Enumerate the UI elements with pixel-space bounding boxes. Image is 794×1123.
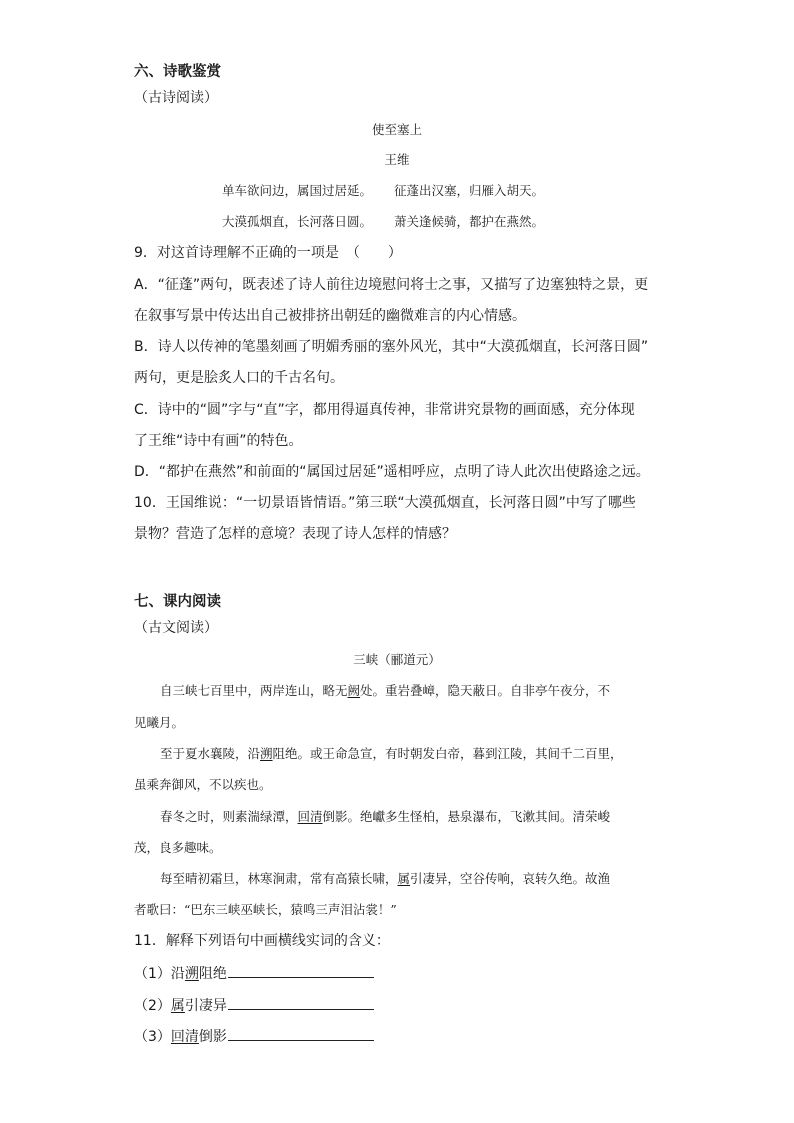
item-text: 引凄异 — [184, 998, 227, 1014]
question-11-item-1 — [134, 963, 374, 983]
option-d-line1: D．“都护在燕然”和前面的“属国过居延”遥相呼应，点明了诗人此次出使路途之远。 — [134, 464, 650, 480]
passage-p4-line2: 者歌曰：“巴东三峡巫峡长，猿鸣三声泪沾裳！” — [134, 902, 397, 917]
option-b-line1: B．诗人以传神的笔墨刻画了明媚秀丽的塞外风光，其中“大漠孤烟直，长河落日圆” — [134, 339, 649, 355]
option-c-line2: 了王维“诗中有画”的特色。 — [134, 433, 303, 449]
item-text: 沿 — [170, 966, 185, 982]
section6-heading: 六、诗歌鉴赏 — [134, 64, 221, 80]
item-text: 阻绝 — [198, 966, 227, 982]
passage-text: 引凄异，空谷传响，哀转久绝。故渔 — [410, 871, 611, 886]
item-number: （1） — [134, 966, 171, 982]
passage-p3-line1 — [160, 808, 610, 826]
item-number: （3） — [134, 1029, 171, 1045]
item-text: 倒影 — [198, 1029, 227, 1045]
item-number: （2） — [134, 998, 171, 1014]
question-10-line2: 景物？营造了怎样的意境？表现了诗人怎样的情感？ — [134, 526, 456, 542]
question-10-line1: 10．王国维说：“一切景语皆情语。”第三联“大漠孤烟直，长河落日圆”中写了哪些 — [134, 495, 636, 511]
underlined-word: 溯 — [184, 966, 199, 982]
option-a-line1: A．“征蓬”两句，既表述了诗人前往边境慰问将士之事，又描写了边塞独特之景，更 — [134, 277, 649, 293]
question-9-stem: 9．对这首诗理解不正确的一项是 （ ） — [134, 245, 402, 261]
question-11-item-2 — [134, 995, 374, 1015]
answer-blank[interactable] — [228, 995, 374, 1010]
underlined-word: 属 — [397, 871, 411, 886]
passage-p2-line1 — [160, 745, 623, 763]
passage-p4-line1 — [160, 870, 610, 888]
answer-blank[interactable] — [228, 1026, 374, 1041]
passage-p1-line2: 见曦月。 — [134, 715, 185, 730]
poem-line: 征蓬出汉塞，归雁入胡天。 — [394, 183, 545, 198]
underlined-word: 回清 — [297, 809, 323, 824]
underlined-word: 回清 — [170, 1029, 199, 1045]
passage-p3-line2: 茂，良多趣味。 — [134, 840, 222, 855]
passage-text: 处。重岩叠嶂，隐天蔽日。自非亭午夜分，不 — [360, 683, 611, 698]
passage-text: 至于夏水襄陵，沿 — [160, 746, 261, 761]
poem-title: 使至塞上 — [371, 122, 422, 137]
option-b-line2: 两句，更是脍炙人口的千古名句。 — [134, 370, 344, 386]
passage-p2-line2: 虽乘奔御风，不以疾也。 — [134, 777, 272, 792]
passage-text: 阻绝。或王命急宣，有时朝发白帝，暮到江陵，其间千二百里， — [272, 746, 623, 761]
underlined-word: 溯 — [260, 746, 273, 761]
underlined-word: 属 — [170, 998, 185, 1014]
section7-heading: 七、课内阅读 — [134, 594, 221, 610]
option-a-line2: 在叙事写景中传达出自己被排挤出朝廷的幽微难言的内心情感。 — [134, 308, 526, 324]
passage-text: 倒影。绝巘多生怪柏，悬泉瀑布，飞漱其间。清荣峻 — [322, 809, 611, 824]
poem-line: 单车欲问边，属国过居延。 — [222, 183, 373, 198]
question-11-item-3 — [134, 1026, 374, 1046]
poem-couplet-1 — [222, 182, 544, 200]
poem-line: 大漠孤烟直，长河落日圆。 — [222, 214, 373, 229]
passage-text: 自三峡七百里中，两岸连山，略无 — [160, 683, 348, 698]
answer-blank[interactable] — [228, 963, 374, 978]
option-c-line1: C．诗中的“圆”字与“直”字，都用得逼真传神，非常讲究景物的画面感，充分体现 — [134, 402, 635, 418]
question-11-stem: 11．解释下列语句中画横线实词的含义： — [134, 933, 390, 949]
passage-p1-line1 — [160, 682, 610, 700]
poem-line: 萧关逢候骑，都护在燕然。 — [394, 214, 545, 229]
poem-author: 王维 — [384, 152, 410, 167]
passage-title: 三峡（郦道元） — [353, 652, 441, 667]
section6-subheading: （古诗阅读） — [134, 90, 218, 106]
section7-subheading: （古文阅读） — [134, 620, 218, 636]
underlined-word: 阙 — [347, 683, 361, 698]
passage-text: 春冬之时，则素湍绿潭， — [160, 809, 298, 824]
poem-couplet-2 — [222, 213, 544, 231]
passage-text: 每至晴初霜旦，林寒涧肃，常有高猿长啸， — [160, 871, 398, 886]
